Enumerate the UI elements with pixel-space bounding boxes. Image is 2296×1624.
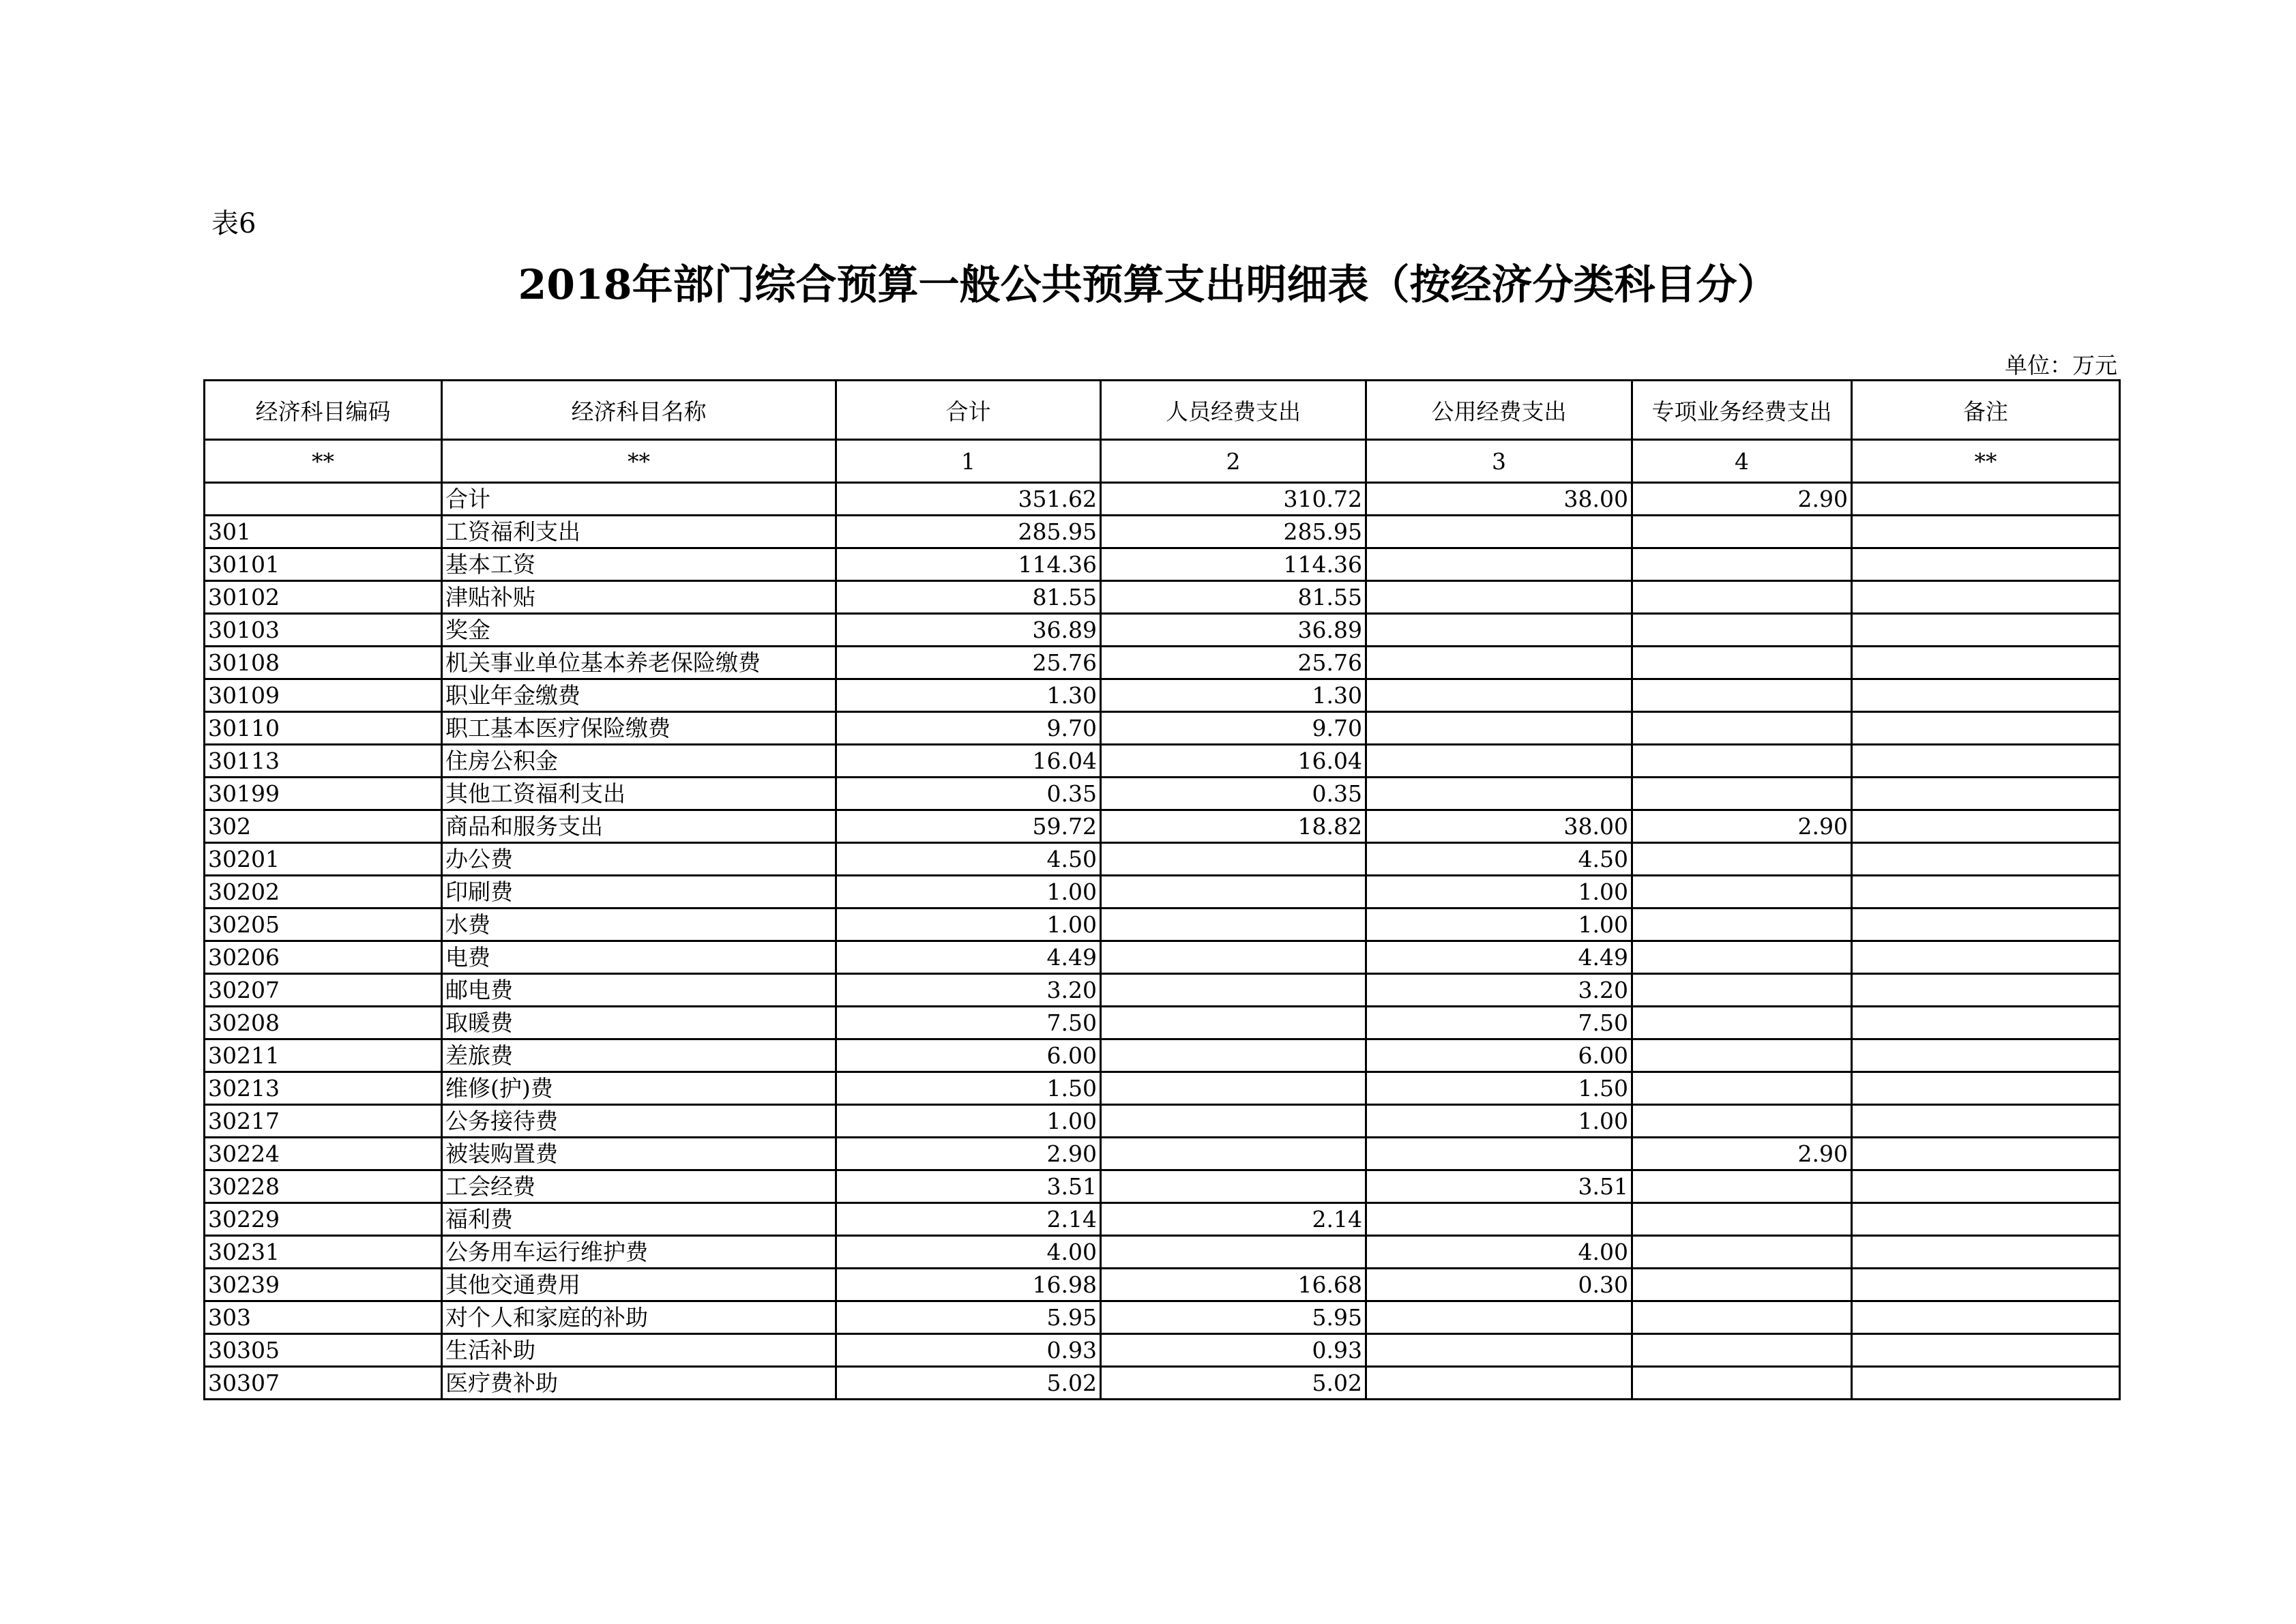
note-cell bbox=[1852, 1301, 2120, 1334]
total-cell: 81.55 bbox=[836, 581, 1101, 614]
personnel-cell: 2.14 bbox=[1101, 1203, 1366, 1236]
personnel-cell bbox=[1101, 941, 1366, 974]
index-cell: 3 bbox=[1366, 440, 1632, 483]
name-cell: 其他工资福利支出 bbox=[442, 778, 836, 810]
note-cell bbox=[1852, 1170, 2120, 1203]
total-cell: 7.50 bbox=[836, 1007, 1101, 1039]
special-cell bbox=[1632, 548, 1852, 581]
special-cell bbox=[1632, 1007, 1852, 1039]
code-cell: 30224 bbox=[205, 1138, 442, 1170]
public-cell bbox=[1366, 745, 1632, 778]
total-cell: 285.95 bbox=[836, 516, 1101, 548]
note-cell bbox=[1852, 810, 2120, 843]
code-cell: 30108 bbox=[205, 647, 442, 679]
special-cell bbox=[1632, 941, 1852, 974]
name-cell: 奖金 bbox=[442, 614, 836, 647]
personnel-cell: 310.72 bbox=[1101, 483, 1366, 516]
personnel-cell: 0.93 bbox=[1101, 1334, 1366, 1367]
table-row bbox=[205, 1301, 2120, 1334]
personnel-cell: 5.02 bbox=[1101, 1367, 1366, 1400]
special-cell: 2.90 bbox=[1632, 1138, 1852, 1170]
table-row bbox=[205, 1269, 2120, 1301]
personnel-cell bbox=[1101, 974, 1366, 1007]
code-cell: 30110 bbox=[205, 712, 442, 745]
code-cell: 30229 bbox=[205, 1203, 442, 1236]
total-cell: 1.50 bbox=[836, 1072, 1101, 1105]
personnel-cell bbox=[1101, 1138, 1366, 1170]
code-cell: 303 bbox=[205, 1301, 442, 1334]
personnel-cell bbox=[1101, 1170, 1366, 1203]
name-cell: 医疗费补助 bbox=[442, 1367, 836, 1400]
column-header-special: 专项业务经费支出 bbox=[1632, 381, 1852, 440]
personnel-cell: 114.36 bbox=[1101, 548, 1366, 581]
total-cell: 4.50 bbox=[836, 843, 1101, 876]
code-cell: 30102 bbox=[205, 581, 442, 614]
total-cell: 0.93 bbox=[836, 1334, 1101, 1367]
table-row bbox=[205, 647, 2120, 679]
table-row bbox=[205, 1138, 2120, 1170]
code-cell: 30101 bbox=[205, 548, 442, 581]
personnel-cell bbox=[1101, 1072, 1366, 1105]
code-cell: 30199 bbox=[205, 778, 442, 810]
note-cell bbox=[1852, 516, 2120, 548]
code-cell: 30113 bbox=[205, 745, 442, 778]
public-cell bbox=[1366, 548, 1632, 581]
table-row bbox=[205, 679, 2120, 712]
public-cell: 1.00 bbox=[1366, 1105, 1632, 1138]
special-cell bbox=[1632, 1072, 1852, 1105]
public-cell bbox=[1366, 778, 1632, 810]
name-cell: 职工基本医疗保险缴费 bbox=[442, 712, 836, 745]
total-cell: 1.00 bbox=[836, 876, 1101, 909]
special-cell bbox=[1632, 876, 1852, 909]
note-cell bbox=[1852, 1203, 2120, 1236]
personnel-cell bbox=[1101, 1105, 1366, 1138]
name-cell: 机关事业单位基本养老保险缴费 bbox=[442, 647, 836, 679]
budget-table bbox=[203, 379, 2121, 1400]
table-row bbox=[205, 1039, 2120, 1072]
index-cell: 4 bbox=[1632, 440, 1852, 483]
table-row bbox=[205, 778, 2120, 810]
total-cell: 4.00 bbox=[836, 1236, 1101, 1269]
table-row bbox=[205, 1236, 2120, 1269]
table-row bbox=[205, 1367, 2120, 1400]
code-cell: 30211 bbox=[205, 1039, 442, 1072]
table-row bbox=[205, 1072, 2120, 1105]
note-cell bbox=[1852, 1367, 2120, 1400]
special-cell bbox=[1632, 1301, 1852, 1334]
public-cell bbox=[1366, 712, 1632, 745]
special-cell bbox=[1632, 909, 1852, 941]
note-cell bbox=[1852, 483, 2120, 516]
table-row bbox=[205, 810, 2120, 843]
table-row bbox=[205, 581, 2120, 614]
table-row bbox=[205, 909, 2120, 941]
note-cell bbox=[1852, 679, 2120, 712]
table-row bbox=[205, 941, 2120, 974]
column-header-code: 经济科目编码 bbox=[205, 381, 442, 440]
name-cell: 津贴补贴 bbox=[442, 581, 836, 614]
name-cell: 住房公积金 bbox=[442, 745, 836, 778]
personnel-cell bbox=[1101, 1039, 1366, 1072]
code-cell: 30217 bbox=[205, 1105, 442, 1138]
note-cell bbox=[1852, 1236, 2120, 1269]
total-cell: 6.00 bbox=[836, 1039, 1101, 1072]
special-cell bbox=[1632, 1269, 1852, 1301]
table-row bbox=[205, 1105, 2120, 1138]
public-cell: 0.30 bbox=[1366, 1269, 1632, 1301]
code-cell: 30228 bbox=[205, 1170, 442, 1203]
note-cell bbox=[1852, 1138, 2120, 1170]
public-cell bbox=[1366, 581, 1632, 614]
note-cell bbox=[1852, 876, 2120, 909]
special-cell bbox=[1632, 679, 1852, 712]
table-row bbox=[205, 614, 2120, 647]
table-row bbox=[205, 745, 2120, 778]
code-cell: 30239 bbox=[205, 1269, 442, 1301]
total-cell: 3.51 bbox=[836, 1170, 1101, 1203]
public-cell bbox=[1366, 516, 1632, 548]
table-row bbox=[205, 876, 2120, 909]
note-cell bbox=[1852, 745, 2120, 778]
note-cell bbox=[1852, 941, 2120, 974]
column-header-name: 经济科目名称 bbox=[442, 381, 836, 440]
special-cell bbox=[1632, 745, 1852, 778]
personnel-cell: 18.82 bbox=[1101, 810, 1366, 843]
public-cell: 3.20 bbox=[1366, 974, 1632, 1007]
name-cell: 生活补助 bbox=[442, 1334, 836, 1367]
name-cell: 对个人和家庭的补助 bbox=[442, 1301, 836, 1334]
name-cell: 维修(护)费 bbox=[442, 1072, 836, 1105]
note-cell bbox=[1852, 647, 2120, 679]
note-cell bbox=[1852, 1007, 2120, 1039]
code-cell: 30103 bbox=[205, 614, 442, 647]
total-cell: 1.00 bbox=[836, 1105, 1101, 1138]
code-cell: 301 bbox=[205, 516, 442, 548]
index-row bbox=[205, 440, 2120, 483]
table-row bbox=[205, 712, 2120, 745]
name-cell: 工会经费 bbox=[442, 1170, 836, 1203]
public-cell: 4.49 bbox=[1366, 941, 1632, 974]
personnel-cell: 5.95 bbox=[1101, 1301, 1366, 1334]
table-row bbox=[205, 974, 2120, 1007]
code-cell: 30305 bbox=[205, 1334, 442, 1367]
special-cell bbox=[1632, 516, 1852, 548]
personnel-cell bbox=[1101, 1007, 1366, 1039]
special-cell bbox=[1632, 614, 1852, 647]
personnel-cell: 25.76 bbox=[1101, 647, 1366, 679]
total-cell: 0.35 bbox=[836, 778, 1101, 810]
index-cell: ** bbox=[1852, 440, 2120, 483]
name-cell: 办公费 bbox=[442, 843, 836, 876]
special-cell bbox=[1632, 1236, 1852, 1269]
header-row bbox=[205, 381, 2120, 440]
personnel-cell: 16.04 bbox=[1101, 745, 1366, 778]
public-cell: 6.00 bbox=[1366, 1039, 1632, 1072]
code-cell: 30206 bbox=[205, 941, 442, 974]
code-cell: 30205 bbox=[205, 909, 442, 941]
note-cell bbox=[1852, 843, 2120, 876]
index-cell: ** bbox=[442, 440, 836, 483]
name-cell: 取暖费 bbox=[442, 1007, 836, 1039]
page-title: 2018年部门综合预算一般公共预算支出明细表（按经济分类科目分） bbox=[518, 261, 1778, 309]
table-row bbox=[205, 843, 2120, 876]
note-cell bbox=[1852, 581, 2120, 614]
special-cell bbox=[1632, 647, 1852, 679]
public-cell bbox=[1366, 679, 1632, 712]
note-cell bbox=[1852, 548, 2120, 581]
public-cell bbox=[1366, 1138, 1632, 1170]
total-cell: 114.36 bbox=[836, 548, 1101, 581]
code-cell bbox=[205, 483, 442, 516]
total-cell: 1.00 bbox=[836, 909, 1101, 941]
total-cell: 25.76 bbox=[836, 647, 1101, 679]
total-cell: 5.95 bbox=[836, 1301, 1101, 1334]
public-cell: 38.00 bbox=[1366, 483, 1632, 516]
name-cell: 职业年金缴费 bbox=[442, 679, 836, 712]
name-cell: 差旅费 bbox=[442, 1039, 836, 1072]
code-cell: 30109 bbox=[205, 679, 442, 712]
public-cell bbox=[1366, 614, 1632, 647]
table-row bbox=[205, 1170, 2120, 1203]
personnel-cell: 36.89 bbox=[1101, 614, 1366, 647]
note-cell bbox=[1852, 778, 2120, 810]
personnel-cell: 9.70 bbox=[1101, 712, 1366, 745]
table-row bbox=[205, 1203, 2120, 1236]
special-cell bbox=[1632, 1367, 1852, 1400]
code-cell: 30208 bbox=[205, 1007, 442, 1039]
name-cell: 基本工资 bbox=[442, 548, 836, 581]
personnel-cell: 285.95 bbox=[1101, 516, 1366, 548]
total-cell: 5.02 bbox=[836, 1367, 1101, 1400]
public-cell: 1.00 bbox=[1366, 909, 1632, 941]
public-cell bbox=[1366, 1367, 1632, 1400]
special-cell: 2.90 bbox=[1632, 483, 1852, 516]
public-cell: 7.50 bbox=[1366, 1007, 1632, 1039]
special-cell: 2.90 bbox=[1632, 810, 1852, 843]
total-cell: 4.49 bbox=[836, 941, 1101, 974]
special-cell bbox=[1632, 1039, 1852, 1072]
note-cell bbox=[1852, 614, 2120, 647]
special-cell bbox=[1632, 974, 1852, 1007]
name-cell: 福利费 bbox=[442, 1203, 836, 1236]
public-cell: 38.00 bbox=[1366, 810, 1632, 843]
public-cell bbox=[1366, 647, 1632, 679]
note-cell bbox=[1852, 1334, 2120, 1367]
code-cell: 30207 bbox=[205, 974, 442, 1007]
total-cell: 2.14 bbox=[836, 1203, 1101, 1236]
public-cell bbox=[1366, 1334, 1632, 1367]
note-cell bbox=[1852, 1105, 2120, 1138]
public-cell bbox=[1366, 1301, 1632, 1334]
code-cell: 30213 bbox=[205, 1072, 442, 1105]
total-cell: 36.89 bbox=[836, 614, 1101, 647]
name-cell: 电费 bbox=[442, 941, 836, 974]
special-cell bbox=[1632, 712, 1852, 745]
column-header-personnel: 人员经费支出 bbox=[1101, 381, 1366, 440]
index-cell: 2 bbox=[1101, 440, 1366, 483]
unit-label: 单位：万元 bbox=[2005, 352, 2117, 379]
public-cell bbox=[1366, 1203, 1632, 1236]
name-cell: 商品和服务支出 bbox=[442, 810, 836, 843]
index-cell: 1 bbox=[836, 440, 1101, 483]
name-cell: 其他交通费用 bbox=[442, 1269, 836, 1301]
column-header-note: 备注 bbox=[1852, 381, 2120, 440]
name-cell: 印刷费 bbox=[442, 876, 836, 909]
total-cell: 59.72 bbox=[836, 810, 1101, 843]
code-cell: 30231 bbox=[205, 1236, 442, 1269]
public-cell: 4.00 bbox=[1366, 1236, 1632, 1269]
name-cell: 合计 bbox=[442, 483, 836, 516]
special-cell bbox=[1632, 1203, 1852, 1236]
name-cell: 工资福利支出 bbox=[442, 516, 836, 548]
code-cell: 302 bbox=[205, 810, 442, 843]
personnel-cell bbox=[1101, 843, 1366, 876]
special-cell bbox=[1632, 581, 1852, 614]
total-cell: 9.70 bbox=[836, 712, 1101, 745]
total-cell: 3.20 bbox=[836, 974, 1101, 1007]
public-cell: 3.51 bbox=[1366, 1170, 1632, 1203]
special-cell bbox=[1632, 843, 1852, 876]
name-cell: 被装购置费 bbox=[442, 1138, 836, 1170]
name-cell: 水费 bbox=[442, 909, 836, 941]
name-cell: 公务用车运行维护费 bbox=[442, 1236, 836, 1269]
public-cell: 4.50 bbox=[1366, 843, 1632, 876]
index-cell: ** bbox=[205, 440, 442, 483]
personnel-cell: 81.55 bbox=[1101, 581, 1366, 614]
total-cell: 351.62 bbox=[836, 483, 1101, 516]
personnel-cell: 1.30 bbox=[1101, 679, 1366, 712]
column-header-total: 合计 bbox=[836, 381, 1101, 440]
special-cell bbox=[1632, 1334, 1852, 1367]
special-cell bbox=[1632, 778, 1852, 810]
personnel-cell bbox=[1101, 876, 1366, 909]
name-cell: 公务接待费 bbox=[442, 1105, 836, 1138]
table-row bbox=[205, 548, 2120, 581]
total-cell: 16.98 bbox=[836, 1269, 1101, 1301]
special-cell bbox=[1632, 1170, 1852, 1203]
note-cell bbox=[1852, 1039, 2120, 1072]
note-cell bbox=[1852, 1072, 2120, 1105]
public-cell: 1.00 bbox=[1366, 876, 1632, 909]
table-row bbox=[205, 1334, 2120, 1367]
personnel-cell: 0.35 bbox=[1101, 778, 1366, 810]
table-body bbox=[205, 483, 2120, 1400]
name-cell: 邮电费 bbox=[442, 974, 836, 1007]
table-row bbox=[205, 1007, 2120, 1039]
table-label: 表6 bbox=[211, 208, 256, 239]
special-cell bbox=[1632, 1105, 1852, 1138]
total-cell: 16.04 bbox=[836, 745, 1101, 778]
personnel-cell bbox=[1101, 909, 1366, 941]
personnel-cell bbox=[1101, 1236, 1366, 1269]
total-cell: 1.30 bbox=[836, 679, 1101, 712]
code-cell: 30307 bbox=[205, 1367, 442, 1400]
total-cell: 2.90 bbox=[836, 1138, 1101, 1170]
note-cell bbox=[1852, 909, 2120, 941]
code-cell: 30201 bbox=[205, 843, 442, 876]
public-cell: 1.50 bbox=[1366, 1072, 1632, 1105]
personnel-cell: 16.68 bbox=[1101, 1269, 1366, 1301]
column-header-public: 公用经费支出 bbox=[1366, 381, 1632, 440]
table-row bbox=[205, 483, 2120, 516]
note-cell bbox=[1852, 974, 2120, 1007]
table-row bbox=[205, 516, 2120, 548]
code-cell: 30202 bbox=[205, 876, 442, 909]
note-cell bbox=[1852, 1269, 2120, 1301]
note-cell bbox=[1852, 712, 2120, 745]
